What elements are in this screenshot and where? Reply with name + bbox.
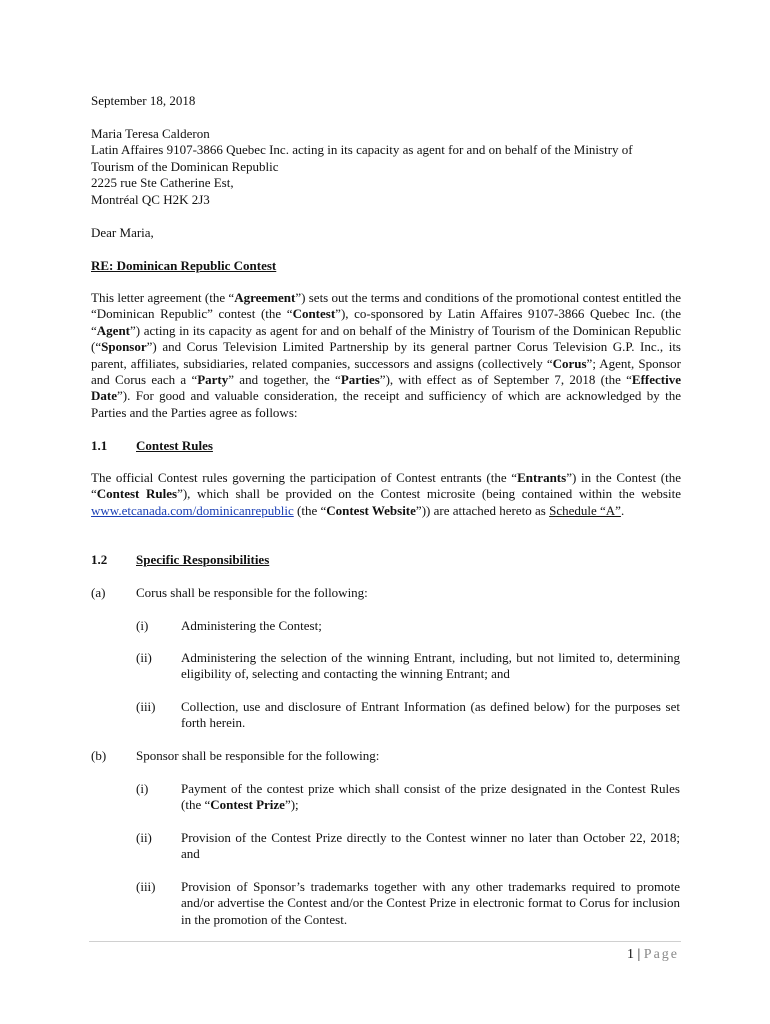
list-label: (ii) bbox=[136, 650, 152, 665]
schedule-a-reference: Schedule “A” bbox=[549, 502, 621, 518]
address-line: 2225 rue Ste Catherine Est, bbox=[91, 175, 234, 191]
list-label: (i) bbox=[136, 781, 149, 796]
section-heading: Contest Rules bbox=[136, 438, 213, 453]
list-label: (b) bbox=[91, 748, 107, 763]
contest-website-link[interactable]: www.etcanada.com/dominicanrepublic bbox=[91, 502, 294, 518]
recipient-address bbox=[91, 126, 681, 208]
list-item-text: Provision of Sponsor’s trademarks together with any other trademarks required to promote and/or advertise the Contest and/or the Contest Prize in electronic format to Corus for inclusion in the promotion of the Contest. bbox=[181, 879, 680, 927]
address-line: Maria Teresa Calderon bbox=[91, 126, 210, 141]
list-item-text: Payment of the contest prize which shall consist of the prize designated in the Contest Rules (the “Contest Prize”); bbox=[181, 781, 680, 813]
list-item-text: Administering the Contest; bbox=[181, 618, 322, 633]
list-item-text: Administering the selection of the winning Entrant, including, but not limited to, determining eligibility of, selecting and contacting the winning Entrant; and bbox=[181, 650, 680, 682]
address-line: Latin Affaires 9107-3866 Quebec Inc. acting in its capacity as agent for and on behalf of the Ministry of bbox=[91, 142, 633, 158]
address-line: Montréal QC H2K 2J3 bbox=[91, 191, 210, 207]
section-number: 1.2 bbox=[91, 552, 108, 567]
list-label: (iii) bbox=[136, 879, 156, 894]
page-footer bbox=[627, 947, 679, 963]
letter-date: September 18, 2018 bbox=[91, 93, 196, 108]
intro-paragraph: This letter agreement (the “Agreement”) sets out the terms and conditions of the promotional contest entitled the “Dominican Republic” contest (the “Contest”), co-sponsored by Latin Affaires 9107-3866 Quebec Inc. (the “Agent”) acting in its capacity as agent for and on behalf of the Ministry of Tourism of the Dominican Republic (“Sponsor”) and Corus Television Limited Partnership by its general partner Corus Television G.P. Inc., its parent, affiliates, subsidiaries, related companies, successors and assigns (collectively “Corus”; Agent, Sponsor and Corus each a “Party” and together, the “Parties”), with effect as of September 7, 2018 (the “Effective Date”). For good and valuable consideration, the receipt and sufficiency of which are acknowledged by the Parties and the Parties agree as follows: bbox=[91, 290, 682, 420]
list-item-text: Sponsor shall be responsible for the following: bbox=[136, 748, 380, 763]
address-line: Tourism of the Dominican Republic bbox=[91, 158, 279, 174]
list-label: (i) bbox=[136, 618, 149, 633]
list-label: (a) bbox=[91, 585, 106, 600]
page-word: Page bbox=[643, 947, 679, 962]
footer-separator: | bbox=[637, 947, 641, 962]
section-heading: Specific Responsibilities bbox=[136, 552, 270, 567]
list-label: (iii) bbox=[136, 699, 156, 714]
footer-divider bbox=[89, 941, 681, 942]
list-label: (ii) bbox=[136, 830, 152, 845]
section-number: 1.1 bbox=[91, 438, 108, 453]
page-number: 1 bbox=[626, 947, 634, 962]
list-item-text: Provision of the Contest Prize directly to the Contest winner no later than October 22, 2018; and bbox=[181, 830, 680, 862]
contest-rules-paragraph: The official Contest rules governing the participation of Contest entrants (the “Entrants”) in the Contest (the “Contest Rules”), which shall be provided on the Contest microsite (being contained within the website www.etcanada.com/dominicanrepublic (the “Contest Website”)) are attached hereto as Schedule “A”. bbox=[91, 470, 681, 518]
list-item-text: Collection, use and disclosure of Entrant Information (as defined below) for the purposes set forth herein. bbox=[181, 699, 680, 731]
subject-line: RE: Dominican Republic Contest bbox=[91, 258, 277, 273]
list-item-text: Corus shall be responsible for the following: bbox=[136, 585, 368, 600]
salutation: Dear Maria, bbox=[91, 225, 154, 240]
